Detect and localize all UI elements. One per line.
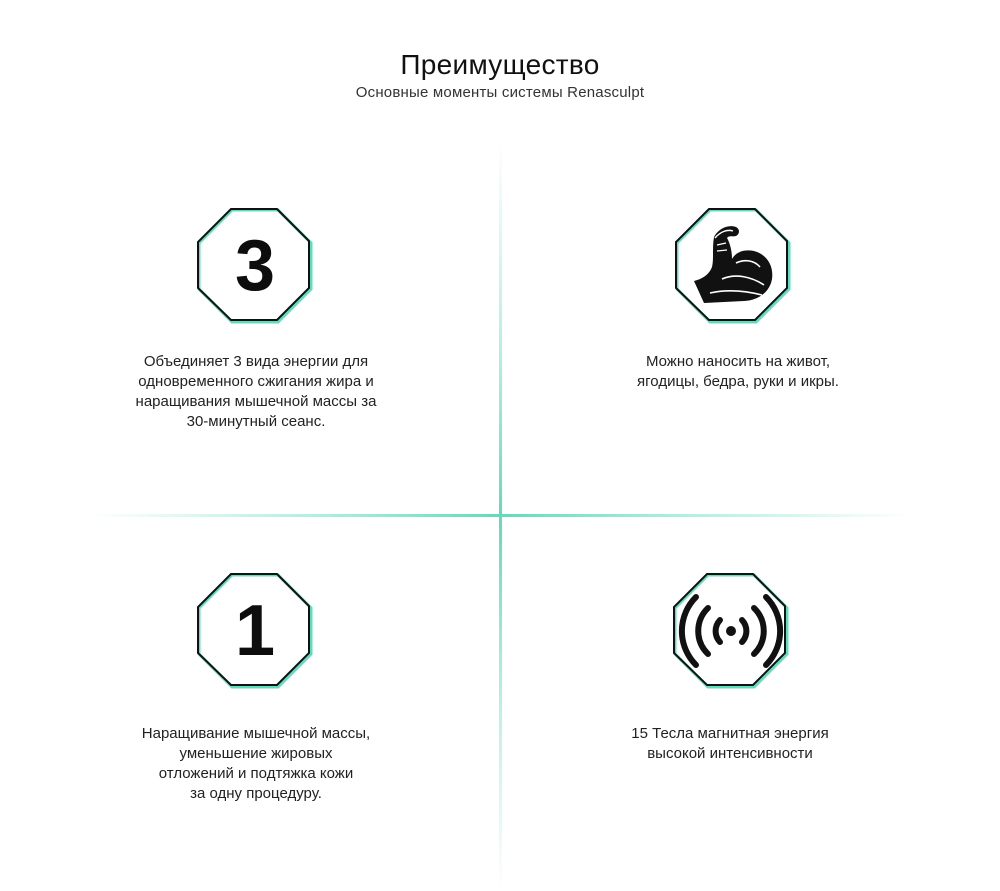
section-subtitle: Основные моменты системы Renasculpt: [355, 84, 645, 101]
feature-badge-1: [196, 572, 314, 690]
flexed-bicep-icon: [674, 207, 792, 325]
feature-description-1: Объединяет 3 вида энергии для одновременного сжигания жира и наращивания мышечной массы за 30-минутный сеанс.: [135, 353, 377, 430]
wireless-signal-icon: [672, 572, 790, 690]
feature-badge-bicep: [674, 207, 792, 325]
horizontal-divider: [90, 514, 910, 517]
feature-description-2: Можно наносить на живот, ягодицы, бедра, руки и икры.: [637, 353, 839, 390]
badge-number-1: 1: [234, 591, 276, 671]
feature-badge-3: [196, 207, 314, 325]
feature-description-3: Наращивание мышечной массы, уменьшение жировых отложений и подтяжка кожи за одну процедуру.: [141, 725, 371, 802]
badge-number-3: 3: [234, 226, 276, 306]
feature-badge-signal: [672, 572, 790, 690]
section-title: Преимущество: [400, 48, 600, 80]
feature-description-4: 15 Тесла магнитная энергия высокой интенсивности: [631, 725, 829, 762]
